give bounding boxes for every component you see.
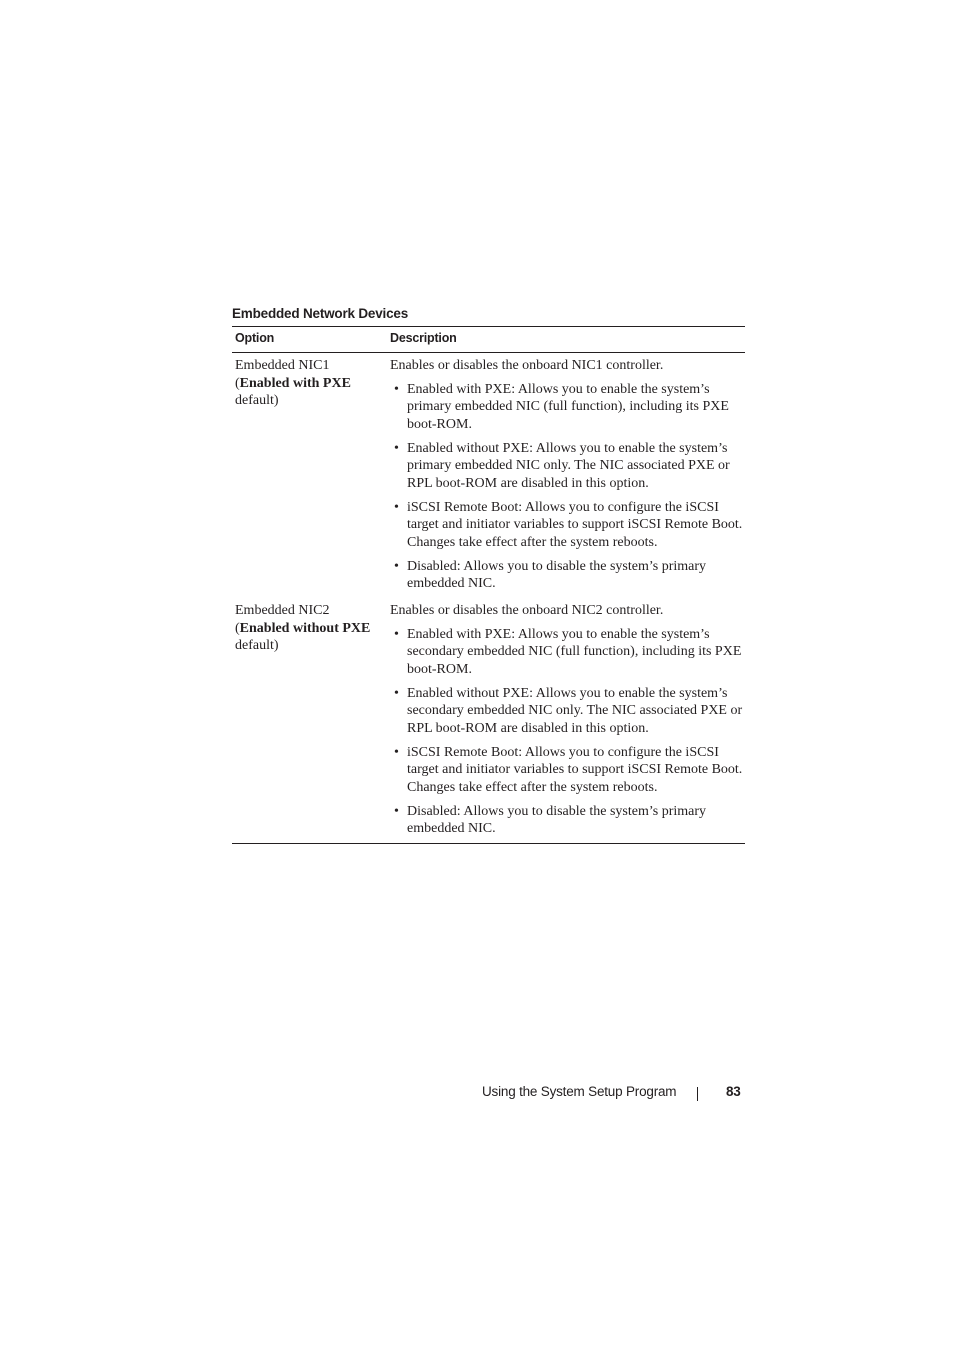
section-title: Embedded Network Devices bbox=[232, 306, 409, 321]
option-default-suffix: default) bbox=[235, 393, 279, 408]
bullet-icon: • bbox=[394, 381, 399, 397]
bullet-icon: • bbox=[394, 440, 399, 456]
page-footer bbox=[0, 1084, 954, 1104]
option-cell bbox=[232, 599, 388, 843]
list-item: • Enabled without PXE: Allows you to enable the system’s secondary embedded NIC only. The NIC associated PXE or RPL boot-ROM are disabled in this option. bbox=[394, 685, 743, 736]
page-number: 83 bbox=[726, 1084, 741, 1099]
bullet-icon: • bbox=[394, 558, 399, 574]
list-item: • iSCSI Remote Boot: Allows you to configure the iSCSI target and initiator variables to support iSCSI Remote Boot. Changes take effect after the system reboots. bbox=[394, 499, 743, 550]
description-list bbox=[390, 381, 745, 593]
option-default: (Enabled without PXE bbox=[235, 620, 371, 636]
description-cell bbox=[388, 354, 745, 599]
table-row bbox=[232, 354, 745, 599]
list-item: • Enabled with PXE: Allows you to enable the system’s primary embedded NIC (full function), including its PXE boot-ROM. bbox=[394, 381, 729, 432]
embedded-network-devices-table bbox=[232, 326, 745, 844]
bullet-icon: • bbox=[394, 626, 399, 642]
list-item: • Enabled with PXE: Allows you to enable the system’s secondary embedded NIC (full function), including its PXE boot-ROM. bbox=[394, 626, 742, 677]
bullet-icon: • bbox=[394, 685, 399, 701]
option-cell bbox=[232, 354, 388, 599]
list-item: • iSCSI Remote Boot: Allows you to configure the iSCSI target and initiator variables to support iSCSI Remote Boot. Changes take effect after the system reboots. bbox=[394, 744, 743, 795]
option-default-suffix: default) bbox=[235, 638, 279, 653]
description-intro: Enables or disables the onboard NIC1 controller. bbox=[390, 358, 664, 373]
option-name: Embedded NIC2 bbox=[235, 603, 330, 618]
description-intro: Enables or disables the onboard NIC2 controller. bbox=[390, 603, 664, 618]
footer-title: Using the System Setup Program bbox=[482, 1084, 677, 1099]
table-row bbox=[232, 599, 745, 843]
description-cell bbox=[388, 599, 745, 843]
bullet-icon: • bbox=[394, 744, 399, 760]
option-name: Embedded NIC1 bbox=[235, 358, 330, 373]
description-list bbox=[390, 626, 745, 838]
header-option: Option bbox=[235, 331, 275, 345]
header-description: Description bbox=[390, 331, 457, 345]
footer-separator bbox=[697, 1087, 698, 1101]
option-default: (Enabled with PXE bbox=[235, 375, 351, 391]
list-item: • Enabled without PXE: Allows you to enable the system’s primary embedded NIC only. The NIC associated PXE or RPL boot-ROM are disabled in this option. bbox=[394, 440, 730, 491]
bullet-icon: • bbox=[394, 499, 399, 515]
bullet-icon: • bbox=[394, 803, 399, 819]
list-item: • Disabled: Allows you to disable the system’s primary embedded NIC. bbox=[394, 558, 707, 592]
table-header bbox=[232, 327, 745, 353]
list-item: • Disabled: Allows you to disable the system’s primary embedded NIC. bbox=[394, 803, 707, 837]
